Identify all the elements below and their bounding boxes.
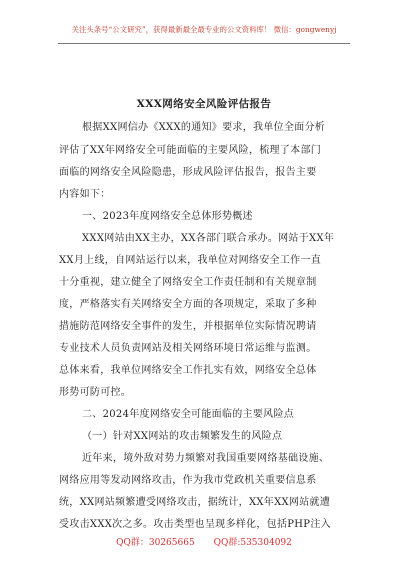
body-line: 网络应用等发动网络攻击，作为我市党政机关重要信息系 [59,475,317,486]
body-line: 统，XX网站频繁遭受网络攻击，据统计，XX年XX网站就遭 [59,497,331,508]
body-line: 形势可防可控。 [59,387,132,398]
header-banner: 关注头条号“公文研究”，获得最新最全最专业的公文资料库！ 微信：gongwenyj [71,25,337,34]
document-title: XXX网络安全风险评估报告 [136,98,272,110]
subsection-heading: （一）针对XX网站的攻击频繁发生的风险点 [82,431,283,442]
body-line: 近年来，境外敌对势力频繁对我国重要网络基础设施、 [82,453,330,464]
body-line: 度，严格落实有关网络安全方面的各项规定，采取了多种 [59,299,317,310]
body-line: 内容如下： [59,189,111,200]
section-heading: 二、2024年度网络安全可能面临的主要风险点 [82,409,295,420]
header-divider [58,43,350,44]
body-line: 专业技术人员负责网站及相关网络环境日常运维与监测。 [59,343,317,354]
footer-contact [0,535,408,548]
body-line: XXX网站由XX主办，XX各部门联合承办。网站于XX年 [82,233,335,244]
body-line: 根据XX网信办《XXX的通知》要求，我单位全面分析 [82,122,326,133]
footer-qq-group-2: QQ群:535304092 [213,538,292,548]
section-heading: 一、2023年度网络安全总体形势概述 [82,211,253,222]
body-line: 受攻击XXX次之多。攻击类型也呈现多样化，包括PHP注入 [59,519,331,530]
body-line: XX月上线，自网站运行以来，我单位对网络安全工作一直 [59,255,322,266]
body-line: 评估了XX年网络安全可能面临的主要风险，梳理了本部门 [59,145,322,156]
body-line: 总体来看，我单位网络安全工作扎实有效，网络安全总体 [59,365,317,376]
body-line: 面临的网络安全风险隐患，形成风险评估报告，报告主要 [59,167,317,178]
body-line: 十分重视，建立健全了网络安全工作责任制和有关规章制 [59,277,317,288]
body-line: 措施防范网络安全事件的发生，并根据单位实际情况聘请 [59,321,317,332]
footer-qq-group-1: QQ群：30265665 [116,538,195,548]
